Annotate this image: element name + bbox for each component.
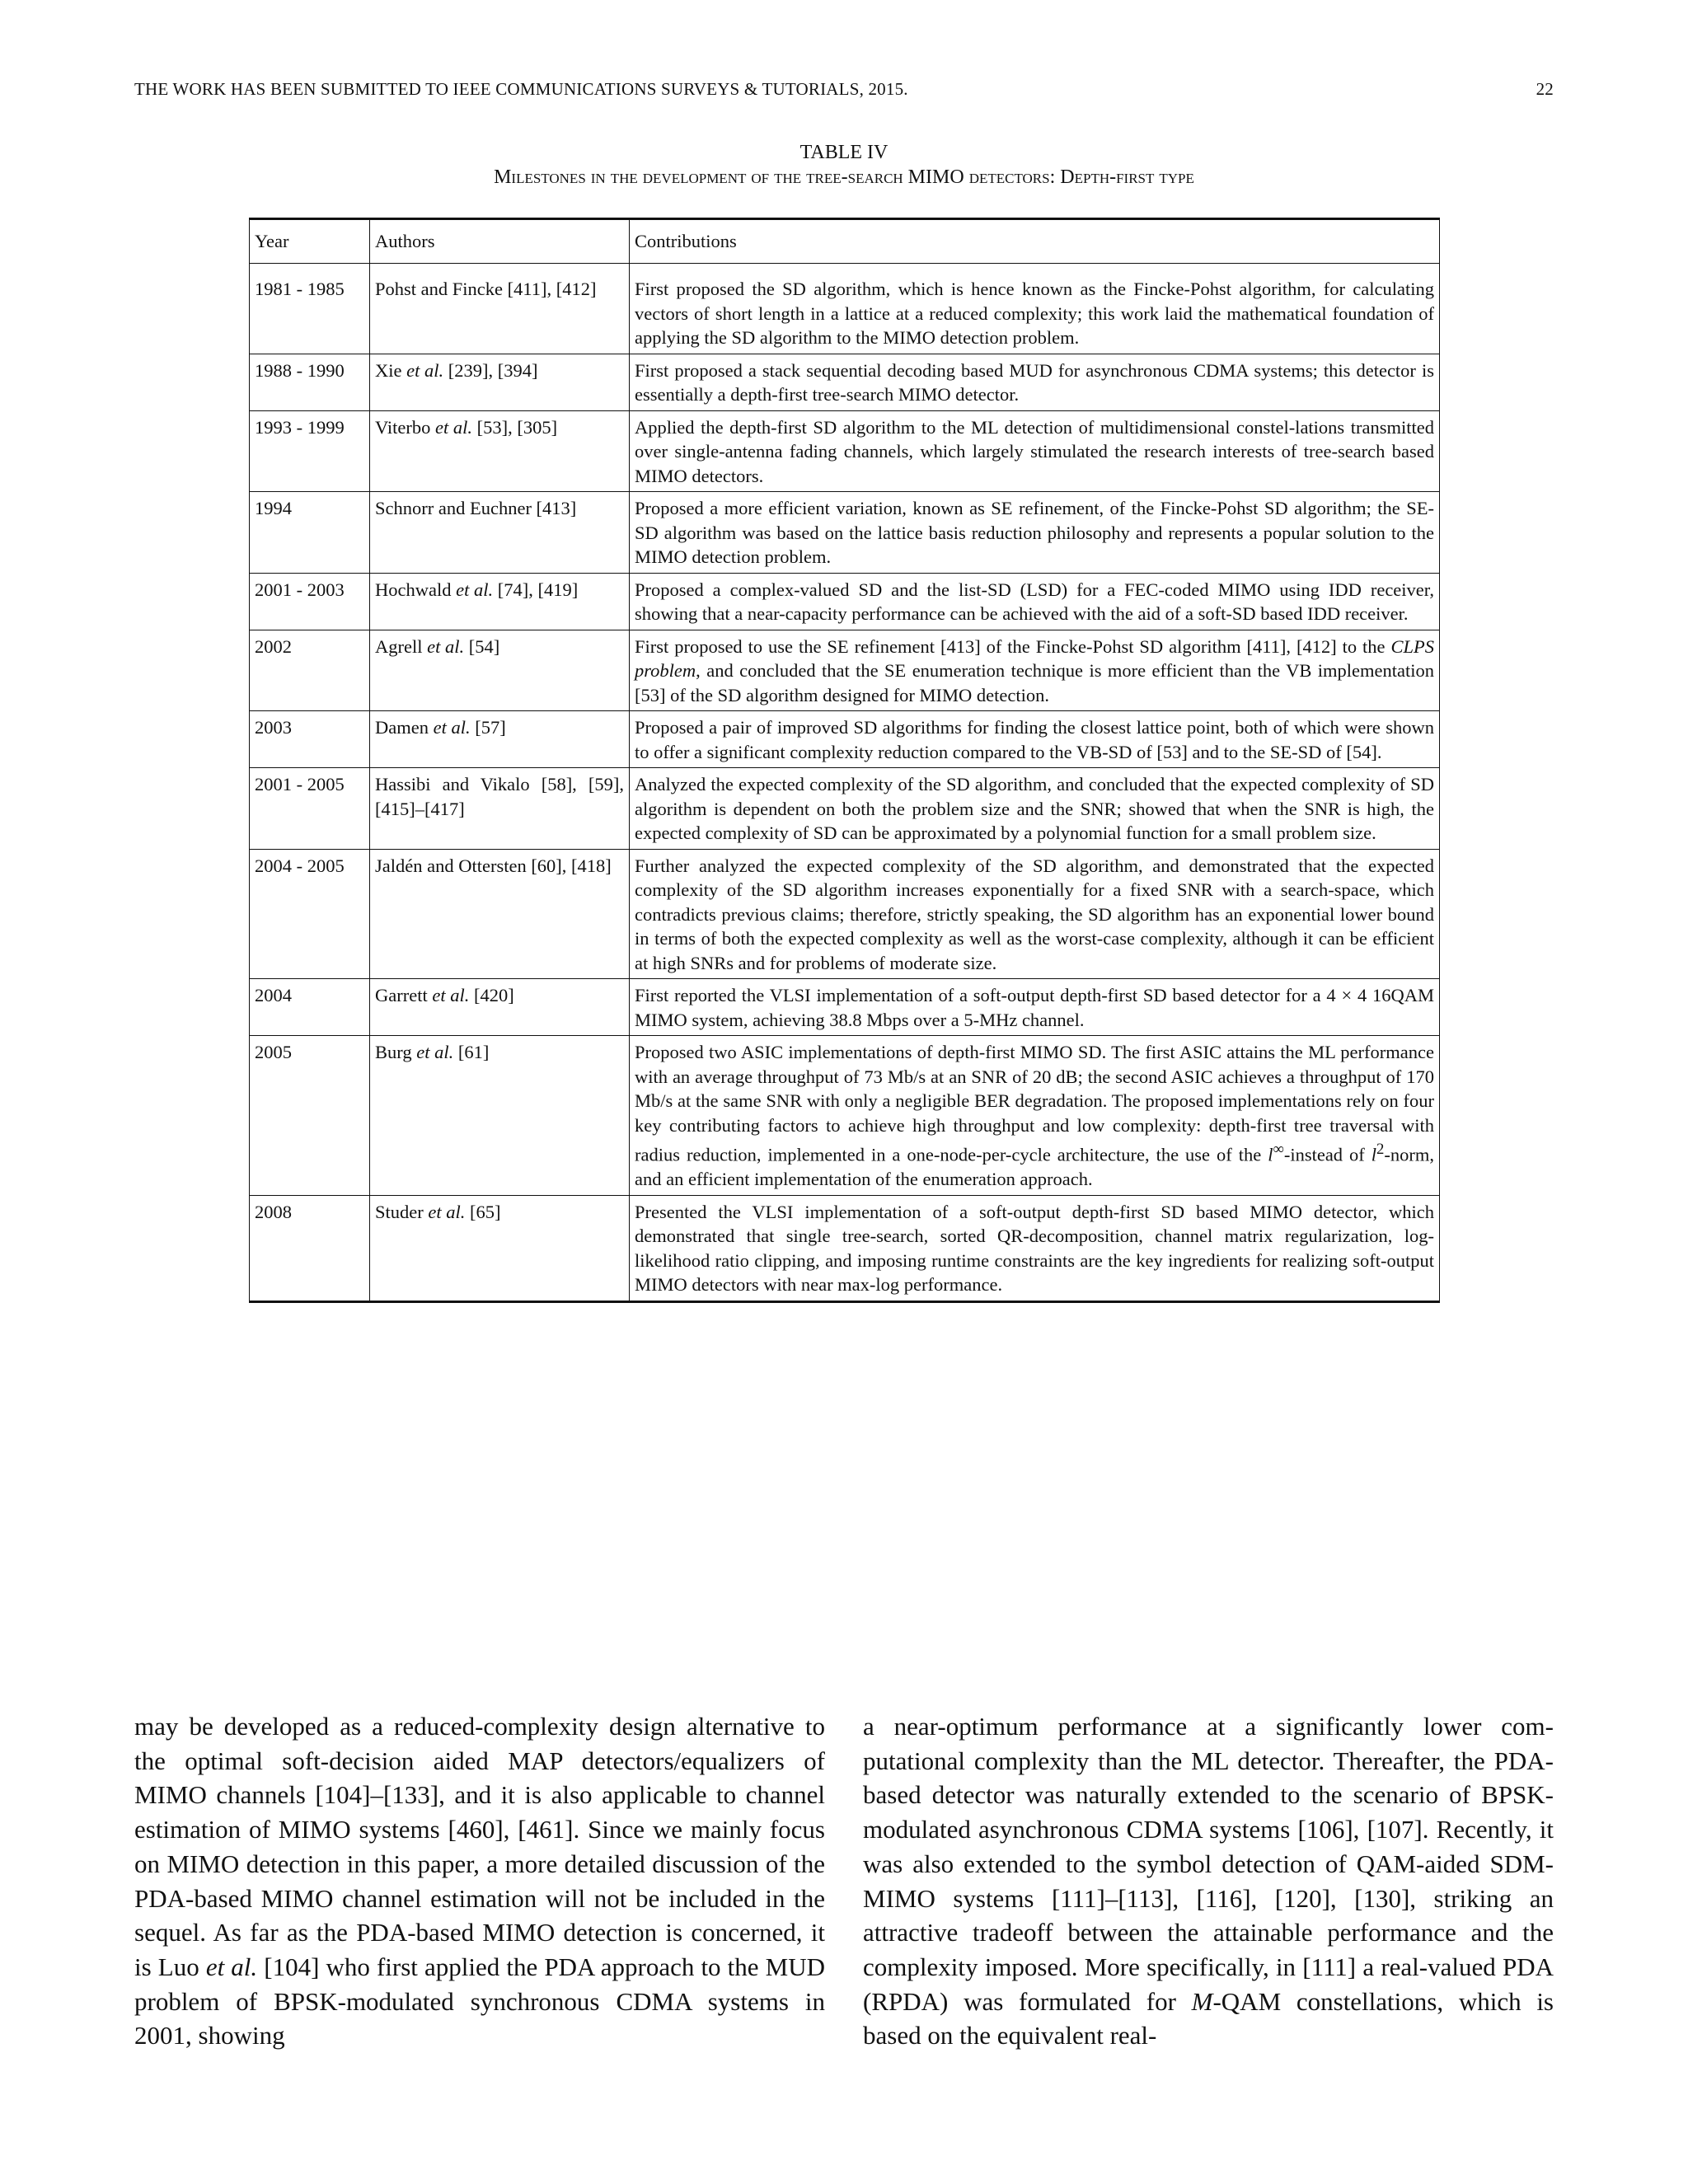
cell-contribution: First proposed the SD algorithm, which is hence known as the Fincke-Pohst algorithm, for calculating vectors of short length in a lattice at a reduced complexity; this work laid the mathematical foundation of applying the SD algorithm to the MIMO detection problem. — [630, 273, 1440, 354]
cell-year: 2005 — [250, 1036, 370, 1196]
cell-authors: Garrett et al. [420] — [370, 979, 630, 1036]
table-row — [250, 979, 1440, 1036]
table-row — [250, 768, 1440, 850]
cell-contribution: First proposed a stack sequential decoding based MUD for asynchronous CDMA systems; this detector is essentially a depth-first tree-search MIMO detector. — [630, 354, 1440, 410]
cell-authors: Burg et al. [61] — [370, 1036, 630, 1196]
cell-authors: Hochwald et al. [74], [419] — [370, 573, 630, 630]
body-paragraph-left: may be developed as a reduced-complexity design alternative to the optimal soft-decision aided MAP detectors/equalizers of MIMO channels [104]–[133], and it is also applicable to channel estimation of MIMO systems [460], [461]. Since we mainly focus on MIMO detection in this paper, a more detailed discussion of the PDA-based MIMO channel estimation will not be included in the sequel. As far as the PDA-based MIMO detection is concerned, it is Luo et al. [104] who first applied the PDA approach to the MUD problem of BPSK-modulated synchronous CDMA systems in 2001, showing — [134, 1712, 825, 2050]
cell-year: 2001 - 2005 — [250, 768, 370, 850]
table-row — [250, 492, 1440, 574]
cell-contribution: Further analyzed the expected complexity of the SD algorithm, and demonstrated that the expected complexity of the SD algorithm increases exponentially for a fixed SNR with a search-space, which contradicts previous claims; therefore, strictly speaking, the SD algorithm has an exponential lower bound in terms of both the expected complexity as well as the worst-case complexity, although it can be efficient at high SNRs and for problems of moderate size. — [630, 849, 1440, 979]
cell-year: 1988 - 1990 — [250, 354, 370, 410]
cell-authors: Schnorr and Euchner [413] — [370, 492, 630, 574]
page-number: 22 — [1536, 79, 1554, 99]
cell-contribution: Proposed a pair of improved SD algorithms for finding the closest lattice point, both of which were shown to offer a significant complexity reduction compared to the VB-SD of [53] and to the SE-SD of [54]. — [630, 711, 1440, 768]
table-row — [250, 1195, 1440, 1301]
cell-year: 2008 — [250, 1195, 370, 1301]
header-gap — [250, 264, 1440, 274]
body-paragraph-right: a near-optimum performance at a significantly lower com-putational complexity than the ML detector. Thereafter, the PDA-based detector was naturally extended to the scenario of BPSK-modulated asynchronous CDMA systems [106], [107]. Recently, it was also extended to the symbol detection of QAM-aided SDM-MIMO systems [111]–[113], [116], [120], [130], striking an attractive tradeoff between the attainable performance and the complexity imposed. More specifically, in [111] a real-valued PDA (RPDA) was formulated for M-QAM constellations, which is based on the equivalent real- — [863, 1712, 1554, 2050]
running-head-title: THE WORK HAS BEEN SUBMITTED TO IEEE COMMUNICATIONS SURVEYS & TUTORIALS, 2015. — [134, 79, 908, 99]
cell-contribution: First proposed to use the SE refinement [413] of the Fincke-Pohst SD algorithm [411], [412] to the CLPS problem, and concluded that the SE enumeration technique is more efficient than the VB implementation [53] of the SD algorithm designed for MIMO detection. — [630, 630, 1440, 711]
cell-year: 1981 - 1985 — [250, 273, 370, 354]
table-row — [250, 273, 1440, 354]
cell-authors: Xie et al. [239], [394] — [370, 354, 630, 410]
cell-authors: Pohst and Fincke [411], [412] — [370, 273, 630, 354]
cell-contribution: Proposed a more efficient variation, known as SE refinement, of the Fincke-Pohst SD algorithm; the SE-SD algorithm was based on the lattice basis reduction philosophy and represents a popular solution to the MIMO detection problem. — [630, 492, 1440, 574]
cell-authors: Damen et al. [57] — [370, 711, 630, 768]
table-row — [250, 410, 1440, 492]
cell-year: 2003 — [250, 711, 370, 768]
cell-authors: Hassibi and Vikalo [58], [59], [415]–[417] — [370, 768, 630, 850]
header-authors: Authors — [370, 219, 630, 264]
cell-contribution: Applied the depth-first SD algorithm to the ML detection of multidimensional constel-lations transmitted over single-antenna fading channels, which largely stimulated the research interests of tree-search based MIMO detectors. — [630, 410, 1440, 492]
table-body — [250, 264, 1440, 1302]
table-row — [250, 711, 1440, 768]
body-column-right — [863, 1709, 1554, 2053]
cell-contribution: Proposed two ASIC implementations of depth-first MIMO SD. The first ASIC attains the ML performance with an average throughput of 73 Mb/s at an SNR of 20 dB; the second ASIC achieves a throughput of 170 Mb/s at the same SNR with only a negligible BER degradation. The proposed implementations rely on four key contributing factors to achieve high throughput and low complexity: depth-first tree traversal with radius reduction, implemented in a one-node-per-cycle architecture, the use of the l∞-instead of $l^2$-norm, and an efficient implementation of the enumeration approach. — [630, 1036, 1440, 1196]
table-caption — [134, 140, 1554, 190]
cell-contribution: Analyzed the expected complexity of the SD algorithm, and concluded that the expected complexity of SD algorithm is dependent on both the problem size and the SNR; showed that when the SNR is high, the expected complexity of SD can be approximated by a polynomial function for a small problem size. — [630, 768, 1440, 850]
cell-year: 2002 — [250, 630, 370, 711]
cell-year: 1994 — [250, 492, 370, 574]
table-row — [250, 630, 1440, 711]
table-row — [250, 573, 1440, 630]
table-row — [250, 1036, 1440, 1196]
table-title: Milestones in the development of the tree-search MIMO detectors: Depth-first type — [494, 166, 1194, 188]
cell-authors: Agrell et al. [54] — [370, 630, 630, 711]
cell-year: 2001 - 2003 — [250, 573, 370, 630]
table-row — [250, 354, 1440, 410]
cell-contribution: Presented the VLSI implementation of a soft-output depth-first SD based MIMO detector, which demonstrated that single tree-search, sorted QR-decomposition, channel matrix regularization, log-likelihood ratio clipping, and imposing runtime constraints are the key ingredients for realizing soft-output MIMO detectors with near max-log performance. — [630, 1195, 1440, 1301]
cell-authors: Viterbo et al. [53], [305] — [370, 410, 630, 492]
cell-contribution: Proposed a complex-valued SD and the list-SD (LSD) for a FEC-coded MIMO using IDD receiver, showing that a near-capacity performance can be achieved with the aid of a soft-SD based IDD receiver. — [630, 573, 1440, 630]
cell-year: 2004 — [250, 979, 370, 1036]
cell-authors: Jaldén and Ottersten [60], [418] — [370, 849, 630, 979]
table-number: TABLE IV — [799, 142, 889, 163]
header-year: Year — [250, 219, 370, 264]
body-column-left — [134, 1709, 825, 2053]
cell-contribution: First reported the VLSI implementation of a soft-output depth-first SD based detector for a 4 × 4 16QAM MIMO system, achieving 38.8 Mbps over a 5-MHz channel. — [630, 979, 1440, 1036]
cell-authors: Studer et al. [65] — [370, 1195, 630, 1301]
cell-year: 2004 - 2005 — [250, 849, 370, 979]
running-head — [134, 79, 1554, 100]
table-header-row — [250, 219, 1440, 264]
table-row — [250, 849, 1440, 979]
header-contributions: Contributions — [630, 219, 1440, 264]
milestones-table — [249, 218, 1440, 1303]
cell-year: 1993 - 1999 — [250, 410, 370, 492]
